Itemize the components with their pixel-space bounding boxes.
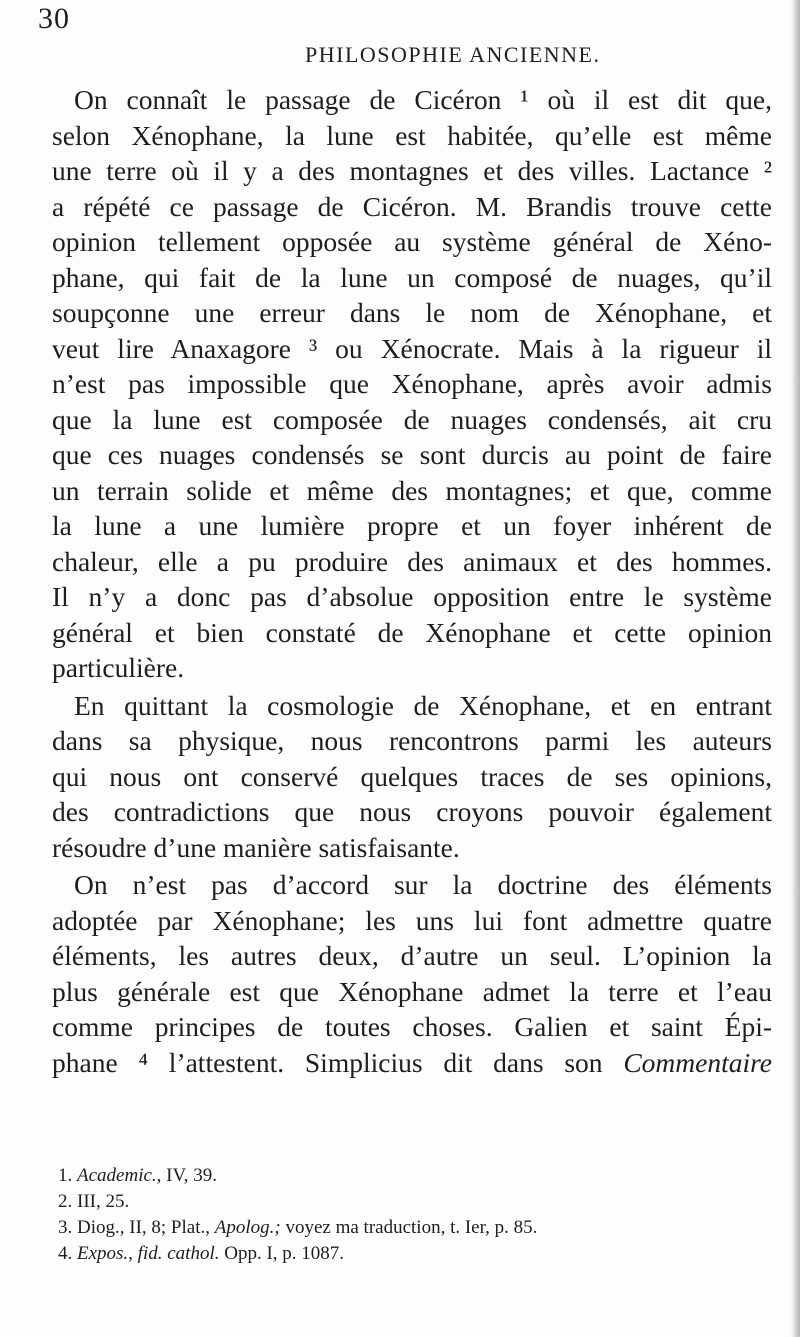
text-line: n’est pas impossible que Xénophane, après avoir admis xyxy=(52,368,772,399)
text-line: chaleur, elle a pu produire des animaux et des hommes. xyxy=(52,545,772,577)
text-line: On connaît le passage de Cicéron ¹ où il est dit que, xyxy=(74,84,772,115)
text-line: résoudre d’une manière satisfaisante. xyxy=(52,831,460,863)
text-line: soupçonne une erreur dans le nom de Xénophane, et xyxy=(52,297,772,328)
text-line: éléments, les autres deux, d’autre un seul. L’opinion la xyxy=(52,940,772,971)
text-line: comme principes de toutes choses. Galien et saint Épi- xyxy=(52,1011,772,1042)
text-line: particulière. xyxy=(52,652,185,683)
text-line: En quittant la cosmologie de Xénophane, et en entrant xyxy=(74,689,772,721)
footnote-number: 2. xyxy=(58,1191,73,1212)
footnote-italic: Apolog.; xyxy=(214,1217,281,1238)
footnote-text: Opp. I, p. 1087. xyxy=(219,1243,345,1264)
text-line: une terre où il y a des montagnes et des villes. Lactance ² xyxy=(52,155,772,186)
text-line: que ces nuages condensés se sont durcis au point de faire xyxy=(52,439,772,470)
text-line: On n’est pas d’accord sur la doctrine des éléments xyxy=(74,869,772,900)
footnote-number: 1. xyxy=(58,1165,73,1186)
text-line: a répété ce passage de Cicéron. M. Brandis trouve cette xyxy=(52,190,772,222)
footnote-text: , IV, 39. xyxy=(156,1165,218,1186)
footnote-2 xyxy=(58,1189,758,1215)
footnote-text: III, 25. xyxy=(77,1191,130,1212)
text-line: plus générale est que Xénophane admet la terre et l’eau xyxy=(52,975,772,1007)
page-edge xyxy=(791,0,800,1337)
text-line: veut lire Anaxagore ³ ou Xénocrate. Mais à la rigueur il xyxy=(52,332,772,364)
text-line: selon Xénophane, la lune est habitée, qu’elle est même xyxy=(52,119,772,151)
text-line: qui nous ont conservé quelques traces de ses opinions, xyxy=(52,760,772,792)
footnote-italic: Expos., fid. cathol. xyxy=(77,1243,220,1264)
text-line: opinion tellement opposée au système général de Xéno- xyxy=(52,226,772,257)
text-line: Il n’y a donc pas d’absolue opposition entre le système xyxy=(52,581,772,612)
footnote-number: 3. xyxy=(58,1217,73,1238)
footnote-4 xyxy=(58,1241,758,1267)
text-line: dans sa physique, nous rencontrons parmi les auteurs xyxy=(52,725,772,756)
text-line: général et bien constaté de Xénophane et cette opinion xyxy=(52,616,772,648)
running-title: PHILOSOPHIE ANCIENNE. xyxy=(305,42,601,67)
text-line: des contradictions que nous croyons pouvoir également xyxy=(52,796,772,827)
text-line: phane, qui fait de la lune un composé de nuages, qu’il xyxy=(52,261,772,293)
footnote-text: voyez ma traduction, t. Ier, p. 85. xyxy=(280,1217,538,1238)
footnote-number: 4. xyxy=(58,1243,73,1264)
body-text xyxy=(52,82,772,1080)
footnote-text: Diog., II, 8; Plat., xyxy=(77,1217,215,1238)
text-line: la lune a une lumière propre et un foyer inhérent de xyxy=(52,510,772,541)
page-number: 30 xyxy=(38,2,70,35)
text-line-continued xyxy=(52,1045,772,1081)
text-line: adoptée par Xénophane; les uns lui font admettre quatre xyxy=(52,904,772,936)
italic-title: Commentaire xyxy=(623,1046,772,1078)
text-line: un terrain solide et même des montagnes; et que, comme xyxy=(52,474,772,506)
footnotes xyxy=(58,1163,758,1267)
text-segment: phane ⁴ l’attestent. Simplicius dit dans son xyxy=(52,1046,624,1078)
text-line: que la lune est composée de nuages condensés, ait cru xyxy=(52,403,772,435)
footnote-3 xyxy=(58,1215,758,1241)
footnote-italic: Academic. xyxy=(77,1165,157,1186)
footnote-1 xyxy=(58,1163,758,1189)
